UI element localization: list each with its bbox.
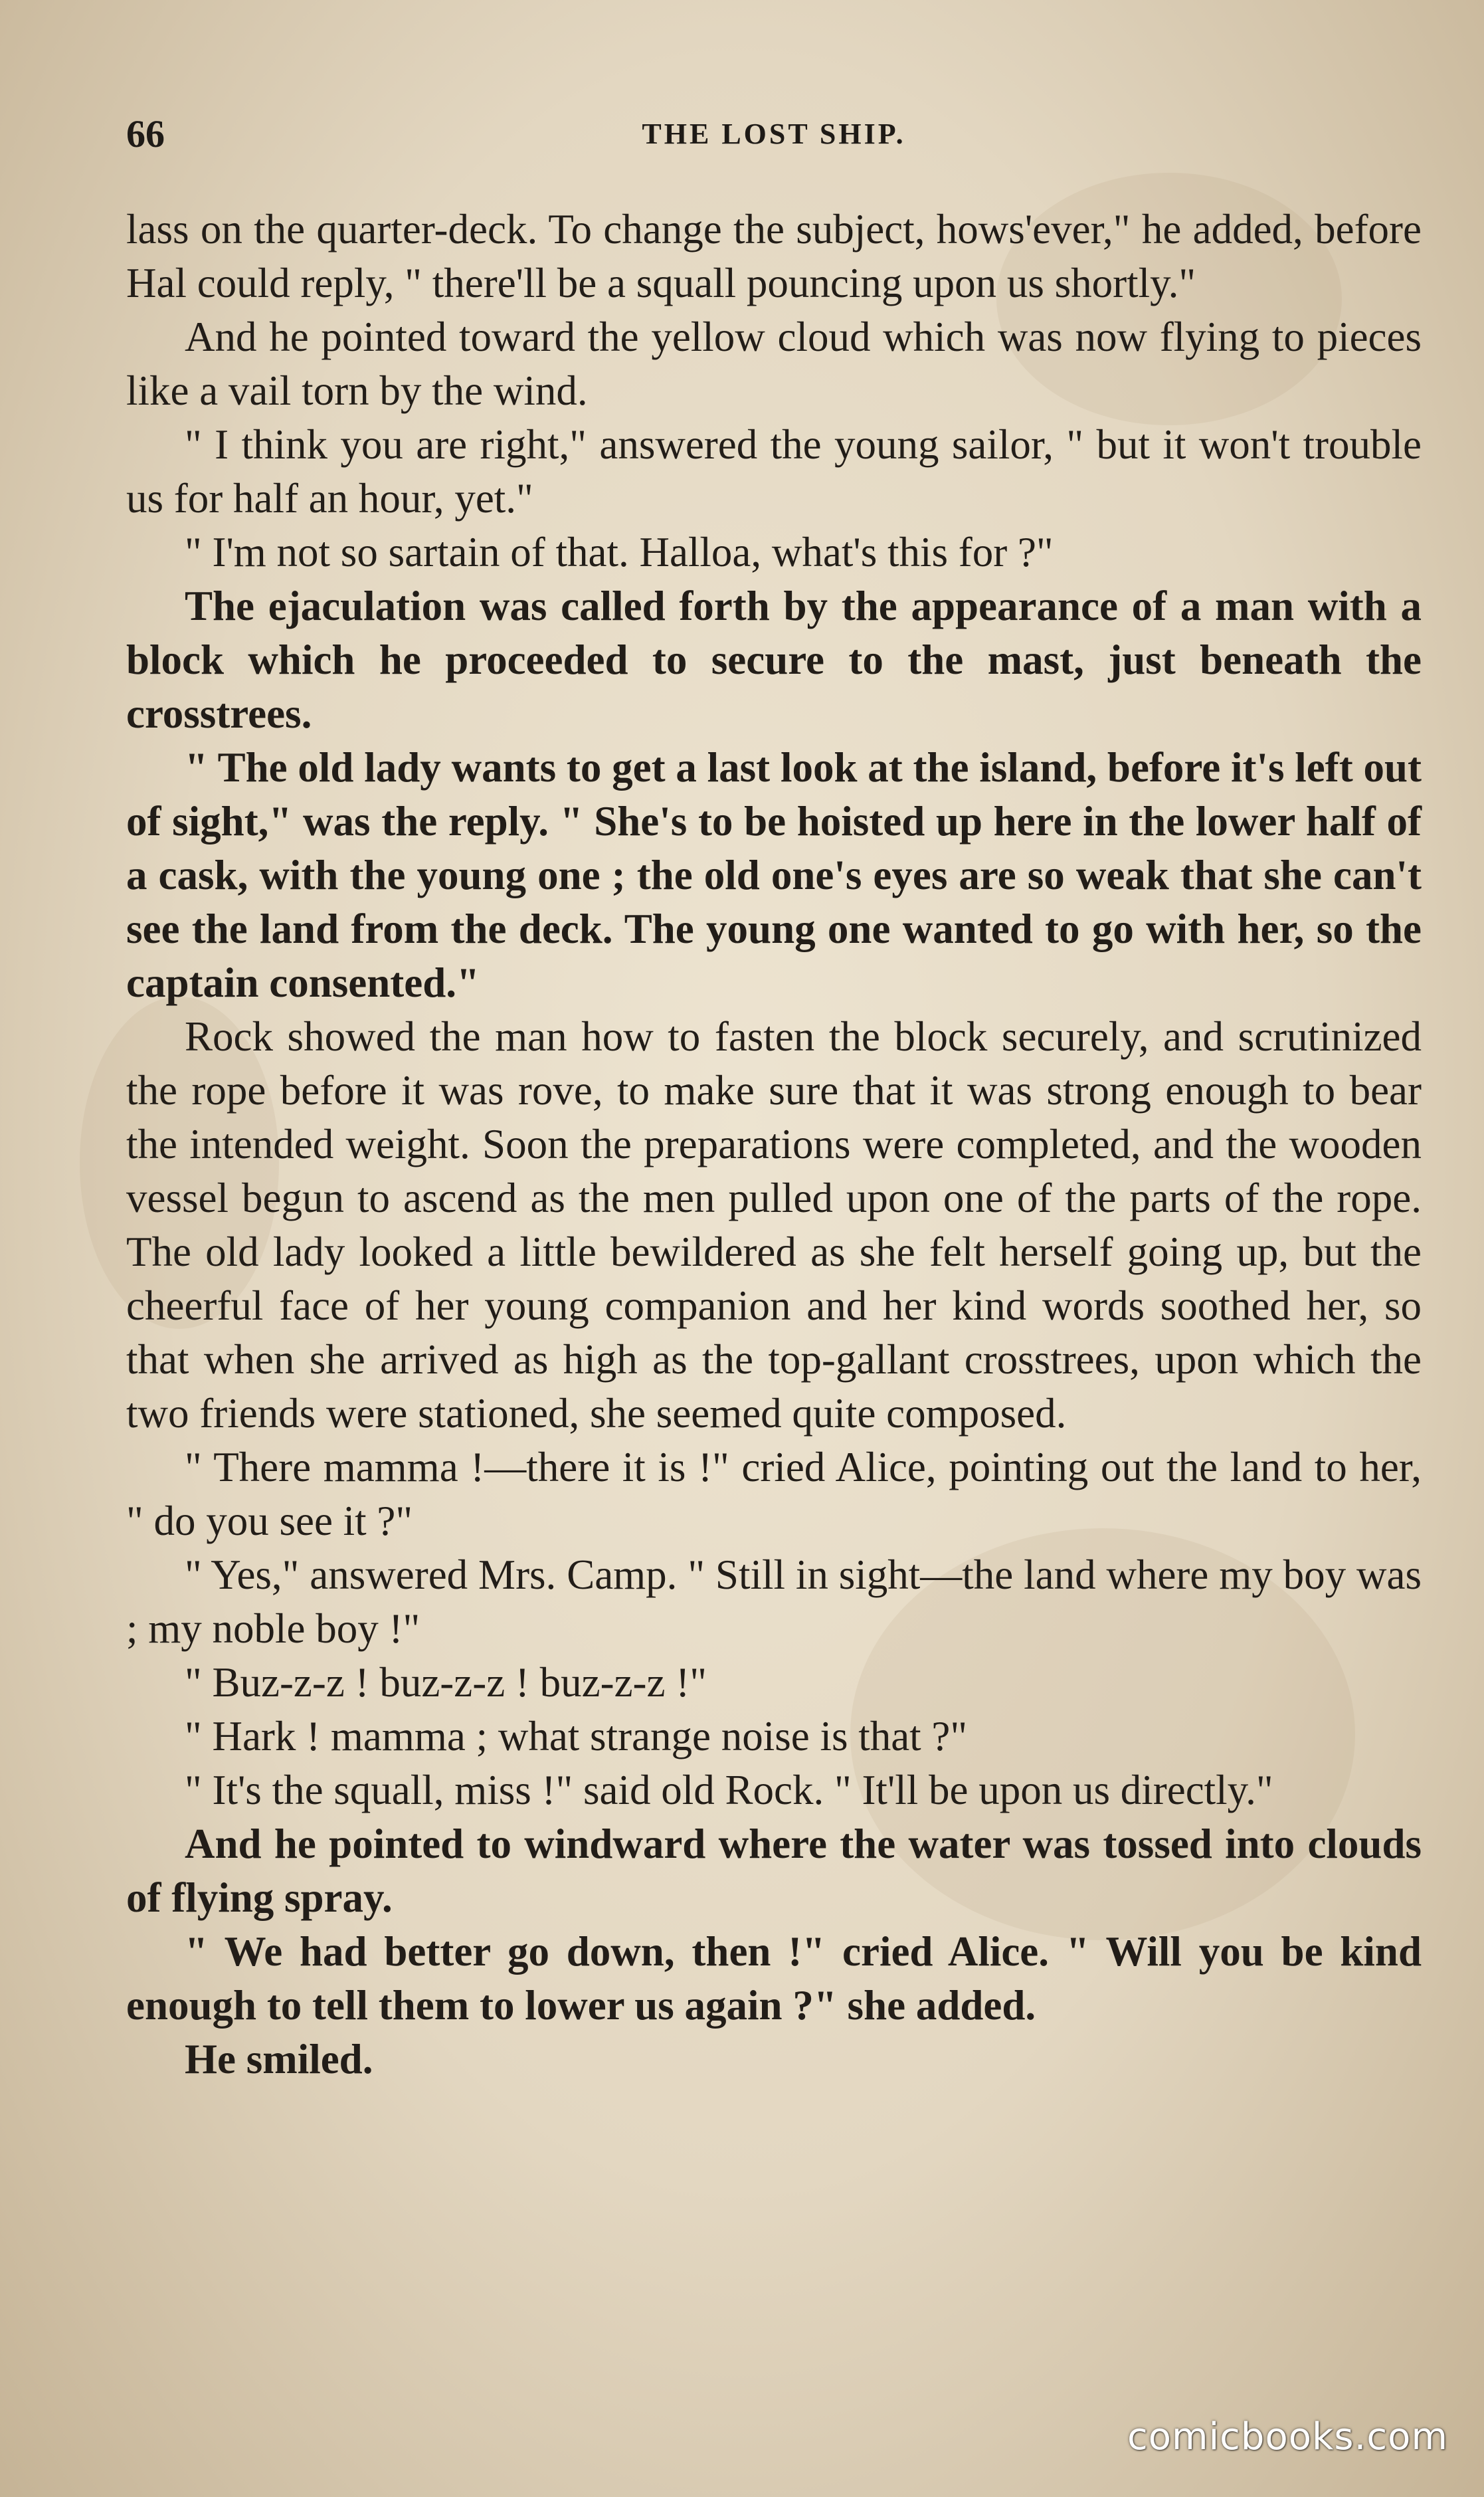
paragraph: " Hark ! mamma ; what strange noise is that ?" [185, 1713, 968, 1759]
paragraph: " Yes," answered Mrs. Camp. " Still in sight—the land where my boy was ; my noble boy !" [126, 1551, 1422, 1652]
paragraph: He smiled. [185, 2036, 373, 2082]
paragraph: " I'm not so sartain of that. Halloa, what's this for ?" [185, 529, 1054, 575]
paragraph: " Buz-z-z ! buz-z-z ! buz-z-z !" [185, 1659, 707, 1706]
body-text [126, 203, 1422, 2086]
paragraph: " It's the squall, miss !" said old Rock. " It'll be upon us directly." [185, 1767, 1273, 1813]
paragraph: Rock showed the man how to fasten the block securely, and scrutinized the rope before it was rove, to make sure that it was strong enough to bear the intended weight. Soon the preparations were completed, and the wooden vessel begun to ascend as the men pulled upon one of the parts of the rope. The old lady looked a little bewildered as she felt herself going up, but the cheerful face of her young companion and her kind words soothed her, so that when she arrived as high as the top-gallant crosstrees, upon which the two friends were stationed, she seemed quite composed. [126, 1013, 1422, 1437]
paragraph: And he pointed to windward where the water was tossed into clouds of flying spray. [126, 1821, 1422, 1921]
page-number: 66 [126, 112, 165, 155]
paragraph: " There mamma !—there it is !" cried Alice, pointing out the land to her, " do you see it ?" [126, 1444, 1422, 1544]
paragraph: " I think you are right," answered the young sailor, " but it won't trouble us for half an hour, yet." [126, 421, 1422, 522]
site-watermark: comicbooks.com [1127, 2415, 1448, 2458]
paragraph: " We had better go down, then !" cried Alice. " Will you be kind enough to tell them to lower us again ?" she added. [126, 1928, 1422, 2029]
paragraph: " The old lady wants to get a last look at the island, before it's left out of sight," was the reply. " She's to be hoisted up here in the lower half of a cask, with the young one ; the old one's eyes are so weak that she can't see the land from the deck. The young one wanted to go with her, so the captain consented." [126, 744, 1422, 1006]
running-head: THE LOST SHIP. [642, 118, 906, 150]
page-header [126, 112, 1422, 158]
paragraph: lass on the quarter-deck. To change the subject, hows'ever," he added, before Hal could reply, " there'll be a squall pouncing upon us shortly." [126, 206, 1422, 306]
paragraph: And he pointed toward the yellow cloud which was now flying to pieces like a vail torn by the wind. [126, 314, 1422, 414]
paragraph: The ejaculation was called forth by the appearance of a man with a block which he proceeded to secure to the mast, just beneath the crosstrees. [126, 583, 1422, 737]
